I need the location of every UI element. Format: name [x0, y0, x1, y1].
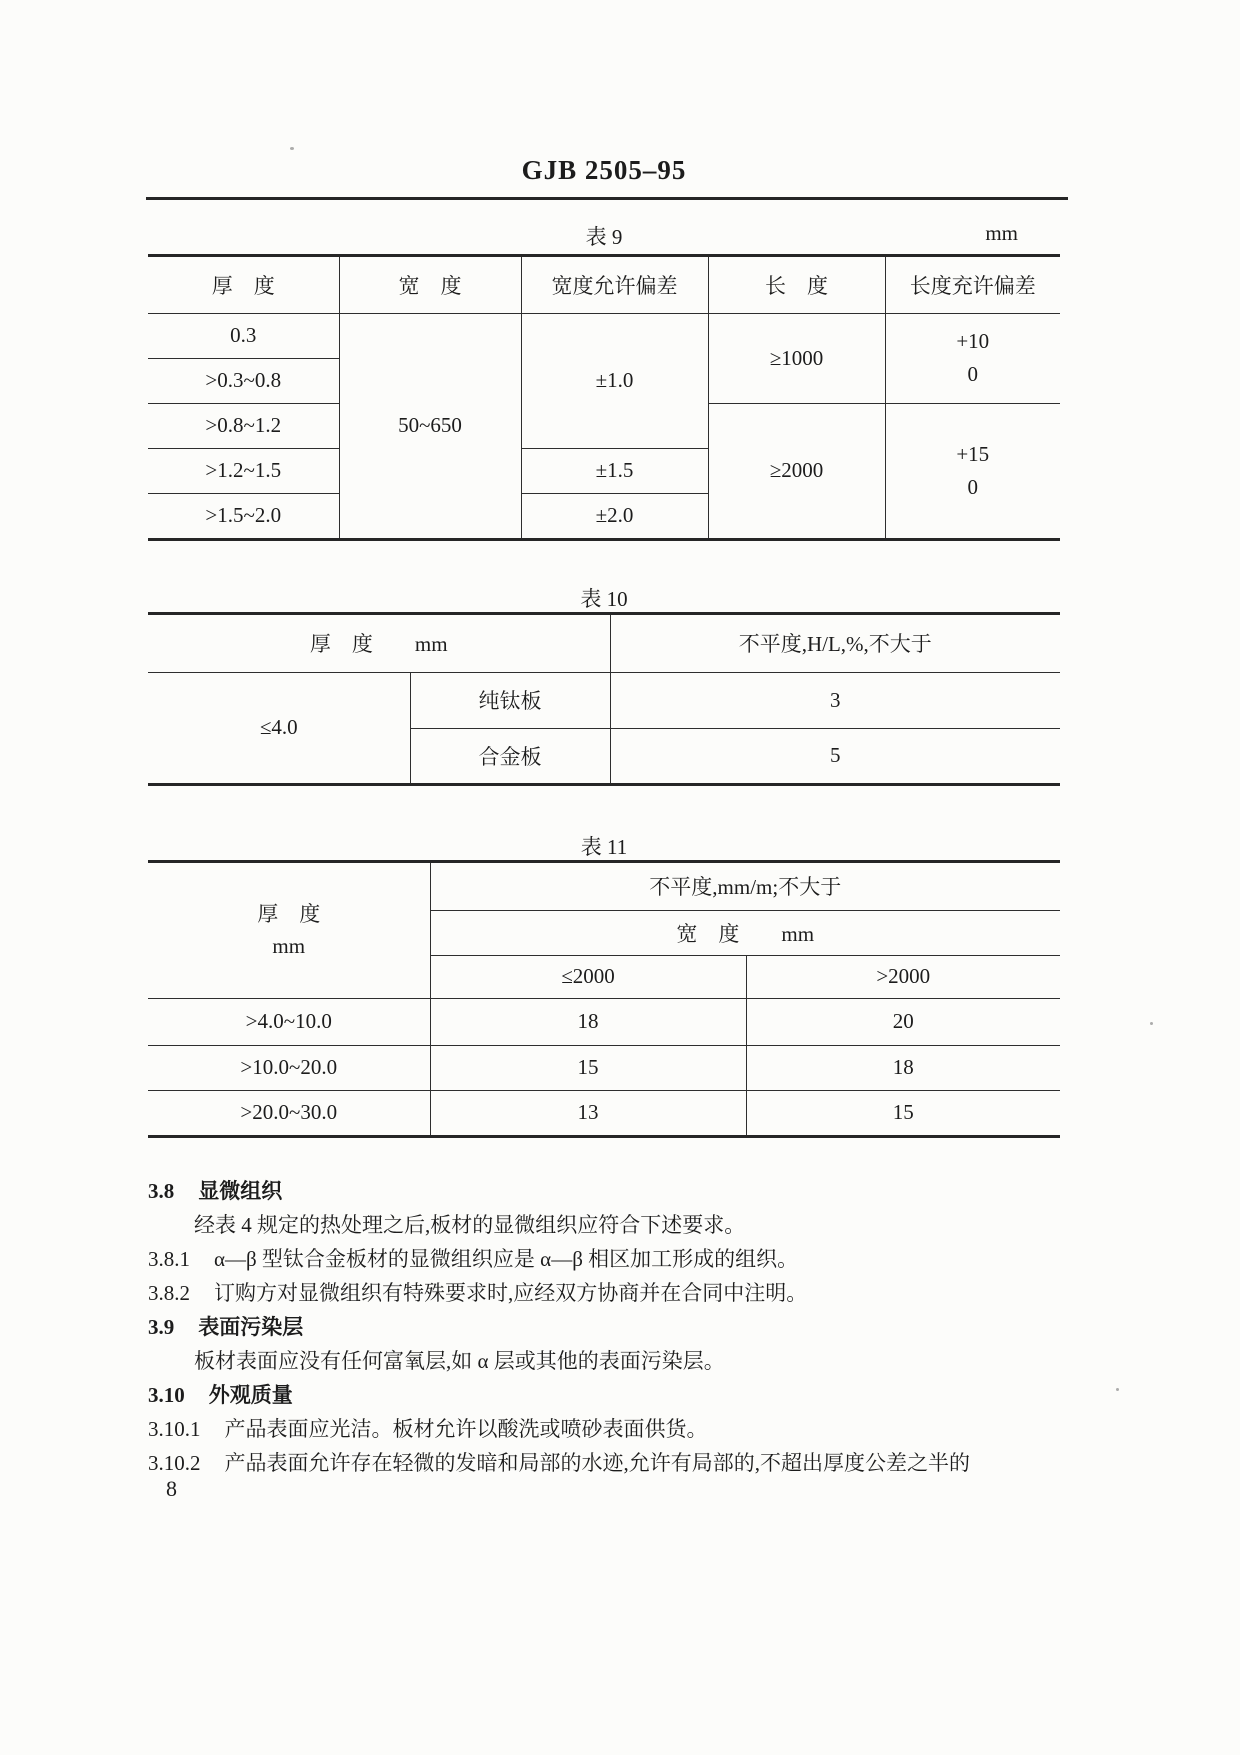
t9-cell-width-dev-3: ±2.0 [521, 493, 708, 538]
t9-cell-thickness-3: >0.8~1.2 [148, 403, 339, 448]
t11-cell-thickness-3: >20.0~30.0 [148, 1090, 430, 1135]
body-text-sections [148, 1174, 1068, 1480]
t9-cell-width-dev-2: ±1.5 [521, 448, 708, 493]
table10-grid [148, 615, 1060, 783]
t9-length-dev-1-upper: +10 [956, 329, 990, 354]
section-heading-3-10 [148, 1378, 1068, 1412]
t9-cell-thickness-1: 0.3 [148, 313, 339, 358]
t9-length-dev-2-upper: +15 [956, 442, 990, 467]
t11-cell-le2000-1: 18 [430, 998, 746, 1045]
t10-cell-value-2: 5 [610, 728, 1060, 783]
t9-header-thickness: 厚 度 [148, 257, 339, 313]
section-title: 显微组织 [198, 1179, 283, 1203]
header-rule [146, 197, 1068, 200]
section-number: 3.10.2 [148, 1451, 201, 1475]
section-number: 3.10.1 [148, 1417, 201, 1441]
scan-speck [290, 147, 294, 150]
table10-caption-row [148, 583, 1060, 613]
table11-grid [148, 863, 1060, 1135]
t9-cell-thickness-5: >1.5~2.0 [148, 493, 339, 538]
section-number: 3.9 [148, 1315, 175, 1339]
t10-cell-type-1: 纯钛板 [410, 672, 610, 728]
section-title: 外观质量 [208, 1383, 293, 1407]
section-number: 3.8 [148, 1179, 175, 1203]
t10-cell-type-2: 合金板 [410, 728, 610, 783]
t11-header-width: 宽 度 mm [430, 910, 1060, 955]
t9-header-width-dev: 宽度允许偏差 [521, 257, 708, 313]
t11-header-gt2000: >2000 [746, 955, 1060, 998]
table9-caption-row [148, 221, 1060, 251]
t9-cell-width-dev-1: ±1.0 [521, 313, 708, 448]
t11-cell-le2000-3: 13 [430, 1090, 746, 1135]
t11-cell-gt2000-2: 18 [746, 1045, 1060, 1090]
t9-cell-length-2: ≥2000 [708, 403, 885, 538]
t11-header-flatness: 不平度,mm/m;不大于 [430, 863, 1060, 910]
section-number: 3.10 [148, 1383, 185, 1407]
paragraph-text: 产品表面允许存在轻微的发暗和局部的水迹,允许有局部的,不超出厚度公差之半的 [224, 1451, 970, 1475]
standard-number-header: GJB 2505–95 [521, 155, 687, 185]
t9-cell-length-dev-2 [885, 403, 1060, 538]
t11-cell-thickness-2: >10.0~20.0 [148, 1045, 430, 1090]
table-11 [148, 860, 1060, 1138]
table9-grid [148, 257, 1060, 538]
t11-header-thickness-unit: mm [272, 934, 306, 959]
table10-caption: 表 10 [580, 587, 628, 611]
paragraph-text: 订购方对显微组织有特殊要求时,应经双方协商并在合同中注明。 [214, 1281, 808, 1305]
t9-header-length-dev: 长度充许偏差 [885, 257, 1060, 313]
section-title: 表面污染层 [198, 1315, 304, 1339]
t9-cell-length-1: ≥1000 [708, 313, 885, 403]
section-paragraph-3-8-1 [148, 1242, 1068, 1276]
section-paragraph [148, 1208, 1068, 1242]
t9-header-length: 长 度 [708, 257, 885, 313]
t10-header-thickness: 厚 度 mm [148, 615, 610, 672]
table-10 [148, 612, 1060, 786]
t11-header-thickness-label: 厚 度 [257, 901, 321, 926]
table11-caption: 表 11 [580, 835, 628, 859]
t11-cell-gt2000-1: 20 [746, 998, 1060, 1045]
table9-caption: 表 9 [585, 225, 623, 249]
section-paragraph-3-10-1 [148, 1412, 1068, 1446]
paragraph-text: 经表 4 规定的热处理之后,板材的显微组织应符合下述要求。 [194, 1213, 746, 1237]
section-heading-3-8 [148, 1174, 1068, 1208]
paragraph-text: 板材表面应没有任何富氧层,如 α 层或其他的表面污染层。 [194, 1349, 725, 1373]
t9-cell-thickness-2: >0.3~0.8 [148, 358, 339, 403]
table9-unit-label: mm [985, 221, 1018, 245]
t11-header-le2000: ≤2000 [430, 955, 746, 998]
section-number: 3.8.2 [148, 1281, 190, 1305]
t9-length-dev-1-lower: 0 [967, 362, 978, 386]
section-number: 3.8.1 [148, 1247, 190, 1271]
t9-header-width: 宽 度 [339, 257, 521, 313]
t11-cell-gt2000-3: 15 [746, 1090, 1060, 1135]
page-number: 8 [166, 1476, 177, 1501]
t11-cell-le2000-2: 15 [430, 1045, 746, 1090]
section-paragraph [148, 1344, 1068, 1378]
table11-caption-row [148, 831, 1060, 861]
t10-header-flatness: 不平度,H/L,%,不大于 [610, 615, 1060, 672]
section-paragraph-3-8-2 [148, 1276, 1068, 1310]
paragraph-text: 产品表面应光洁。板材允许以酸洗或喷砂表面供货。 [224, 1417, 708, 1441]
section-paragraph-3-10-2 [148, 1446, 1068, 1480]
t10-cell-thickness: ≤4.0 [148, 672, 410, 783]
table-9 [148, 254, 1060, 541]
t10-cell-value-1: 3 [610, 672, 1060, 728]
t9-length-dev-2-lower: 0 [967, 474, 978, 499]
scan-speck [1150, 1022, 1153, 1025]
section-heading-3-9 [148, 1310, 1068, 1344]
paragraph-text: α—β 型钛合金板材的显微组织应是 α—β 相区加工形成的组织。 [214, 1247, 799, 1271]
scan-speck [1116, 1388, 1119, 1391]
t9-cell-width: 50~650 [339, 313, 521, 538]
t9-cell-length-dev-1 [885, 313, 1060, 403]
t11-header-thickness [148, 863, 430, 998]
t9-cell-thickness-4: >1.2~1.5 [148, 448, 339, 493]
t11-cell-thickness-1: >4.0~10.0 [148, 998, 430, 1045]
